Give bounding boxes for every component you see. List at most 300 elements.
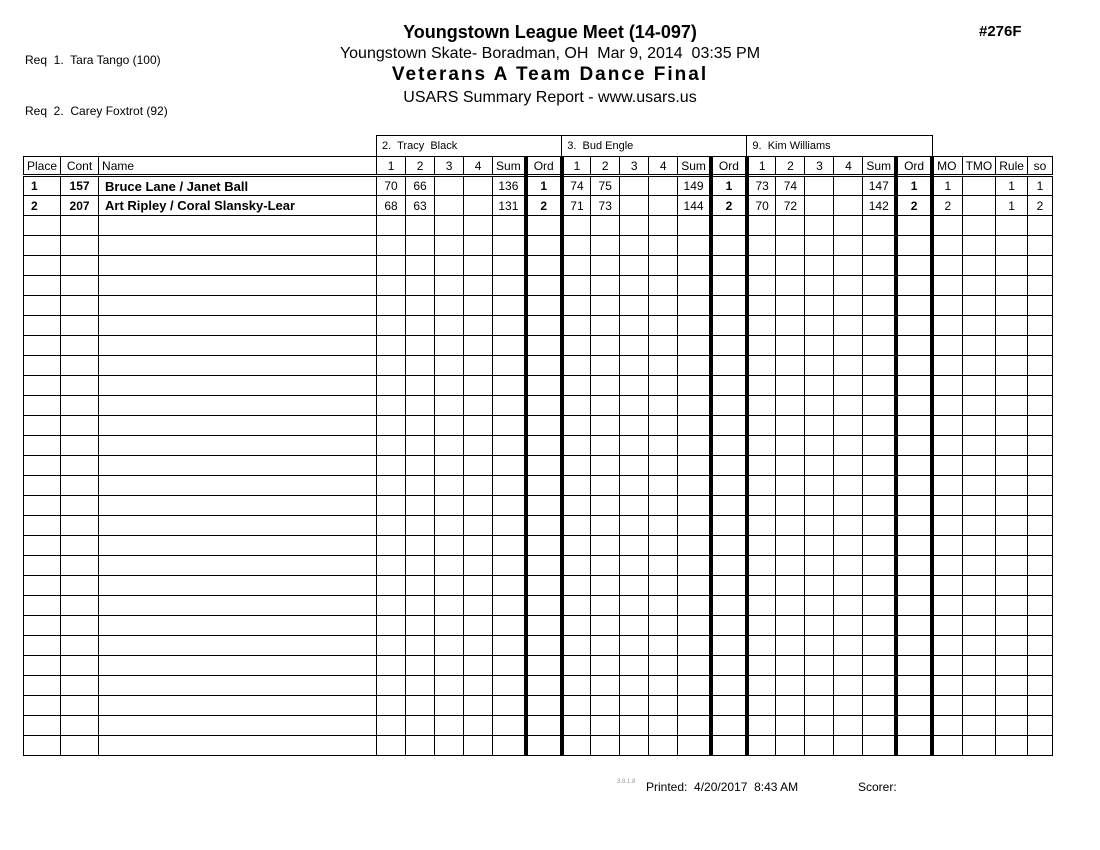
mo-cell: [932, 636, 962, 656]
score-cell: [649, 496, 678, 516]
empty-row: [24, 276, 1053, 296]
ord-cell: [526, 256, 562, 276]
score-cell: [591, 296, 620, 316]
tmo-cell: [962, 576, 996, 596]
sum-cell: [493, 356, 526, 376]
ord-cell: [711, 656, 747, 676]
sum-cell: [863, 716, 896, 736]
tmo-cell: [962, 676, 996, 696]
score-cell: [435, 576, 464, 596]
score-cell: [834, 236, 863, 256]
col-header-judge1-ord: Ord: [526, 157, 562, 176]
empty-row: [24, 376, 1053, 396]
score-cell: [435, 416, 464, 436]
score-cell: 73: [747, 176, 776, 196]
place-cell: [24, 216, 61, 236]
mo-cell: [932, 216, 962, 236]
tmo-cell: [962, 336, 996, 356]
so-cell: [1027, 476, 1052, 496]
place-cell: [24, 376, 61, 396]
event-title: Veterans A Team Dance Final: [391, 64, 709, 85]
sum-cell: [863, 516, 896, 536]
mo-cell: [932, 436, 962, 456]
score-cell: [435, 676, 464, 696]
sum-cell: [678, 636, 711, 656]
col-header-judge3-3: 3: [805, 157, 834, 176]
place-cell: [24, 716, 61, 736]
sum-cell: [863, 376, 896, 396]
score-cell: [805, 416, 834, 436]
meet-title: Youngstown League Meet (14-097): [403, 22, 697, 42]
empty-row: [24, 716, 1053, 736]
sum-cell: [863, 256, 896, 276]
sum-cell: [678, 716, 711, 736]
score-cell: [591, 696, 620, 716]
score-cell: [406, 576, 435, 596]
name-cell: [99, 336, 377, 356]
name-cell: [99, 356, 377, 376]
ord-cell: [711, 716, 747, 736]
score-cell: [776, 716, 805, 736]
tmo-cell: [962, 696, 996, 716]
score-cell: [834, 436, 863, 456]
score-cell: [562, 536, 591, 556]
corner-spacer-right: [932, 136, 1052, 157]
sum-cell: [863, 556, 896, 576]
place-cell: [24, 656, 61, 676]
score-cell: [834, 316, 863, 336]
score-cell: [776, 516, 805, 536]
score-cell: [464, 576, 493, 596]
ord-cell: [526, 636, 562, 656]
empty-row: [24, 736, 1053, 756]
sum-cell: [863, 356, 896, 376]
score-cell: [406, 536, 435, 556]
contestant-number-cell: [61, 416, 99, 436]
score-cell: 66: [406, 176, 435, 196]
so-cell: [1027, 376, 1052, 396]
score-cell: [747, 396, 776, 416]
score-cell: 70: [747, 196, 776, 216]
place-cell: [24, 516, 61, 536]
sum-cell: [678, 396, 711, 416]
name-cell: [99, 316, 377, 336]
score-cell: [377, 396, 406, 416]
score-cell: [805, 436, 834, 456]
score-cell: [435, 596, 464, 616]
score-cell: 75: [591, 176, 620, 196]
contestant-number-cell: [61, 236, 99, 256]
tmo-cell: [962, 616, 996, 636]
contestant-number-cell: [61, 436, 99, 456]
sum-cell: [678, 536, 711, 556]
name-cell: [99, 716, 377, 736]
ord-cell: [526, 316, 562, 336]
empty-row: [24, 696, 1053, 716]
contestant-number-cell: [61, 396, 99, 416]
sum-cell: [678, 656, 711, 676]
score-cell: [776, 556, 805, 576]
sum-cell: [493, 516, 526, 536]
ord-cell: [526, 656, 562, 676]
col-header-judge1-4: 4: [464, 157, 493, 176]
ord-cell: [526, 516, 562, 536]
so-cell: [1027, 396, 1052, 416]
sum-cell: [493, 716, 526, 736]
score-cell: [406, 736, 435, 756]
score-cell: [649, 236, 678, 256]
score-cell: [620, 376, 649, 396]
score-cell: [620, 296, 649, 316]
rule-cell: [996, 416, 1028, 436]
score-cell: [776, 736, 805, 756]
score-cell: [620, 216, 649, 236]
score-cell: [591, 456, 620, 476]
sum-cell: [678, 476, 711, 496]
sum-cell: [863, 476, 896, 496]
score-cell: [649, 596, 678, 616]
score-cell: [747, 236, 776, 256]
contestant-number-cell: [61, 736, 99, 756]
score-cell: [620, 276, 649, 296]
score-cell: [747, 296, 776, 316]
score-cell: [834, 196, 863, 216]
place-cell: [24, 396, 61, 416]
empty-row: [24, 336, 1053, 356]
score-cell: [776, 696, 805, 716]
col-header-rule: Rule: [996, 157, 1028, 176]
rule-cell: 1: [996, 176, 1028, 196]
score-cell: [620, 456, 649, 476]
col-header-judge1-sum: Sum: [493, 157, 526, 176]
score-cell: [406, 556, 435, 576]
score-cell: [406, 396, 435, 416]
tmo-cell: [962, 716, 996, 736]
score-cell: [834, 276, 863, 296]
place-cell: [24, 456, 61, 476]
empty-row: [24, 656, 1053, 676]
ord-cell: [711, 476, 747, 496]
score-cell: [562, 576, 591, 596]
score-cell: [805, 556, 834, 576]
ord-cell: [526, 216, 562, 236]
name-cell: [99, 616, 377, 636]
tmo-cell: [962, 356, 996, 376]
sum-cell: [678, 376, 711, 396]
ord-cell: [896, 516, 932, 536]
score-cell: [435, 396, 464, 416]
score-cell: [649, 396, 678, 416]
score-cell: [591, 276, 620, 296]
score-cell: [591, 256, 620, 276]
mo-cell: [932, 376, 962, 396]
col-header-judge3-1: 1: [747, 157, 776, 176]
score-cell: [435, 476, 464, 496]
rule-cell: [996, 596, 1028, 616]
score-cell: [464, 216, 493, 236]
place-cell: [24, 356, 61, 376]
sum-cell: 149: [678, 176, 711, 196]
mo-cell: [932, 356, 962, 376]
contestant-number-cell: [61, 336, 99, 356]
ord-cell: [526, 376, 562, 396]
score-cell: [377, 636, 406, 656]
sum-cell: [678, 236, 711, 256]
score-cell: [834, 336, 863, 356]
place-cell: [24, 316, 61, 336]
ord-cell: [526, 456, 562, 476]
score-cell: [591, 236, 620, 256]
rule-cell: [996, 736, 1028, 756]
ord-cell: [526, 736, 562, 756]
score-cell: 63: [406, 196, 435, 216]
mo-cell: [932, 456, 962, 476]
score-cell: [562, 376, 591, 396]
sum-cell: [493, 336, 526, 356]
score-cell: [805, 736, 834, 756]
so-cell: [1027, 256, 1052, 276]
score-cell: [377, 316, 406, 336]
score-cell: [649, 196, 678, 216]
name-cell: [99, 656, 377, 676]
contestant-number-cell: 157: [61, 176, 99, 196]
score-cell: [464, 316, 493, 336]
score-cell: [649, 436, 678, 456]
rule-cell: [996, 396, 1028, 416]
mo-cell: [932, 296, 962, 316]
sum-cell: [863, 436, 896, 456]
score-cell: [776, 396, 805, 416]
ord-cell: [711, 436, 747, 456]
tmo-cell: [962, 456, 996, 476]
score-cell: [435, 196, 464, 216]
score-cell: [649, 556, 678, 576]
ord-cell: [896, 576, 932, 596]
sum-cell: [493, 256, 526, 276]
score-cell: [776, 496, 805, 516]
ord-cell: [711, 376, 747, 396]
tmo-cell: [962, 536, 996, 556]
score-cell: [562, 656, 591, 676]
mo-cell: [932, 656, 962, 676]
score-cell: [591, 436, 620, 456]
contestant-number-cell: [61, 656, 99, 676]
empty-row: [24, 236, 1053, 256]
score-cell: [591, 636, 620, 656]
sum-cell: 131: [493, 196, 526, 216]
score-cell: [562, 516, 591, 536]
ord-cell: [896, 376, 932, 396]
score-cell: [377, 336, 406, 356]
score-cell: [649, 216, 678, 236]
contestant-number-cell: [61, 536, 99, 556]
score-cell: [464, 636, 493, 656]
score-cell: [620, 196, 649, 216]
so-cell: [1027, 436, 1052, 456]
ord-cell: [526, 296, 562, 316]
tmo-cell: [962, 636, 996, 656]
sum-cell: [493, 376, 526, 396]
name-cell: [99, 576, 377, 596]
place-cell: [24, 556, 61, 576]
score-cell: [620, 556, 649, 576]
score-cell: [406, 716, 435, 736]
score-cell: [591, 356, 620, 376]
score-cell: [620, 596, 649, 616]
ord-cell: [711, 256, 747, 276]
score-cell: [406, 416, 435, 436]
sum-cell: [678, 216, 711, 236]
score-cell: [805, 236, 834, 256]
score-cell: [406, 596, 435, 616]
sum-cell: [493, 396, 526, 416]
score-cell: [406, 516, 435, 536]
place-cell: [24, 496, 61, 516]
place-cell: [24, 336, 61, 356]
score-cell: [464, 456, 493, 476]
col-header-judge3-ord: Ord: [896, 157, 932, 176]
sum-cell: [493, 536, 526, 556]
score-cell: [805, 716, 834, 736]
sum-cell: [863, 456, 896, 476]
score-cell: [747, 316, 776, 336]
score-cell: [591, 476, 620, 496]
so-cell: [1027, 536, 1052, 556]
name-cell: [99, 556, 377, 576]
score-cell: [562, 496, 591, 516]
score-cell: [591, 576, 620, 596]
so-cell: [1027, 616, 1052, 636]
score-cell: [747, 716, 776, 736]
sum-cell: [863, 616, 896, 636]
ord-cell: [711, 576, 747, 596]
report-subtitle: USARS Summary Report - www.usars.us: [403, 89, 697, 106]
score-cell: [620, 716, 649, 736]
sum-cell: [493, 736, 526, 756]
rule-cell: 1: [996, 196, 1028, 216]
score-cell: [834, 476, 863, 496]
score-cell: [435, 176, 464, 196]
sum-cell: [493, 436, 526, 456]
name-cell: [99, 476, 377, 496]
score-cell: [620, 316, 649, 336]
score-cell: [834, 516, 863, 536]
score-cell: [776, 236, 805, 256]
col-header-judge3-sum: Sum: [863, 157, 896, 176]
score-cell: [562, 336, 591, 356]
tmo-cell: [962, 496, 996, 516]
score-cell: [591, 736, 620, 756]
mo-cell: [932, 676, 962, 696]
ord-cell: [526, 536, 562, 556]
name-cell: [99, 516, 377, 536]
sum-cell: [493, 596, 526, 616]
score-cell: [747, 436, 776, 456]
score-cell: [562, 616, 591, 636]
score-cell: [464, 716, 493, 736]
score-cell: [377, 536, 406, 556]
score-cell: [747, 496, 776, 516]
so-cell: [1027, 556, 1052, 576]
sum-cell: [863, 416, 896, 436]
so-cell: [1027, 316, 1052, 336]
score-cell: [591, 556, 620, 576]
score-cell: [435, 236, 464, 256]
ord-cell: [896, 636, 932, 656]
score-cell: [435, 736, 464, 756]
score-cell: [464, 616, 493, 636]
tmo-cell: [962, 556, 996, 576]
name-cell: [99, 736, 377, 756]
score-cell: [805, 196, 834, 216]
score-cell: [377, 456, 406, 476]
place-cell: [24, 276, 61, 296]
score-cell: [805, 176, 834, 196]
sum-cell: [678, 696, 711, 716]
score-cell: [377, 476, 406, 496]
score-cell: [377, 736, 406, 756]
sum-cell: 147: [863, 176, 896, 196]
tmo-cell: [962, 196, 996, 216]
score-cell: [377, 716, 406, 736]
score-cell: [747, 456, 776, 476]
rule-cell: [996, 236, 1028, 256]
score-cell: [649, 296, 678, 316]
ord-cell: [896, 536, 932, 556]
score-cell: [464, 556, 493, 576]
summary-table-wrap: [23, 135, 1053, 756]
score-cell: [464, 236, 493, 256]
contestant-number-cell: [61, 516, 99, 536]
ord-cell: [711, 296, 747, 316]
score-cell: [620, 436, 649, 456]
score-cell: [591, 676, 620, 696]
score-cell: [562, 416, 591, 436]
score-cell: [834, 696, 863, 716]
score-cell: [377, 256, 406, 276]
score-cell: [649, 416, 678, 436]
so-cell: [1027, 336, 1052, 356]
tmo-cell: [962, 656, 996, 676]
score-cell: [406, 216, 435, 236]
sum-cell: [493, 476, 526, 496]
ord-cell: [896, 296, 932, 316]
score-cell: [747, 676, 776, 696]
ord-cell: [526, 556, 562, 576]
score-cell: 71: [562, 196, 591, 216]
contestant-number-cell: [61, 716, 99, 736]
sheet-code: #276F: [979, 23, 1022, 40]
ord-cell: [896, 676, 932, 696]
score-cell: [562, 636, 591, 656]
col-header-tmo: TMO: [962, 157, 996, 176]
score-cell: [377, 436, 406, 456]
col-header-cont: Cont: [61, 157, 99, 176]
so-cell: [1027, 236, 1052, 256]
score-cell: [834, 616, 863, 636]
score-cell: [591, 416, 620, 436]
rule-cell: [996, 296, 1028, 316]
score-cell: [747, 216, 776, 236]
score-cell: [435, 516, 464, 536]
rule-cell: [996, 356, 1028, 376]
sum-cell: [863, 276, 896, 296]
ord-cell: [526, 476, 562, 496]
score-cell: [406, 456, 435, 476]
sum-cell: [493, 556, 526, 576]
score-cell: [435, 496, 464, 516]
score-cell: [435, 276, 464, 296]
